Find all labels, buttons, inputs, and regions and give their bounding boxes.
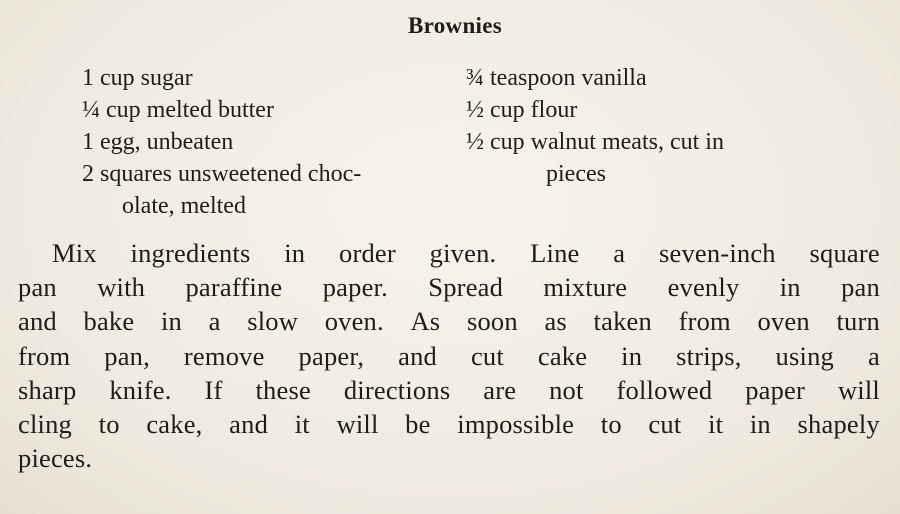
directions-word: will	[837, 374, 880, 405]
directions-word: remove	[183, 340, 265, 371]
ingredient-item: 2 squares unsweetened choc-	[82, 161, 362, 187]
directions-word: paraffine	[185, 272, 283, 303]
recipe-directions	[18, 236, 880, 475]
directions-word: soon	[466, 306, 518, 337]
directions-word: seven-inch	[658, 238, 776, 268]
directions-word: with	[97, 272, 146, 303]
directions-word: shapely	[797, 409, 880, 440]
directions-word: cut	[648, 409, 682, 440]
directions-word: cut	[470, 340, 504, 371]
ingredient-item: ½ cup walnut meats, cut in	[466, 129, 724, 155]
directions-word: in	[284, 238, 306, 268]
directions-word: mixture	[543, 272, 628, 303]
directions-word: to	[600, 409, 622, 440]
directions-word: it	[708, 409, 724, 440]
directions-word: followed	[616, 374, 713, 405]
ingredient-item: 1 egg, unbeaten	[82, 129, 234, 155]
directions-word: slow	[247, 306, 299, 337]
directions-word: paper.	[322, 272, 388, 303]
directions-word: Line	[530, 238, 580, 268]
directions-word: using	[775, 340, 834, 371]
directions-word: paper,	[298, 340, 365, 371]
recipe-title: Brownies	[408, 13, 502, 38]
directions-word: not	[549, 374, 584, 405]
ingredient-item: ¾ teaspoon vanilla	[466, 65, 647, 91]
directions-word: oven	[757, 306, 810, 337]
ingredients-right-column	[466, 62, 886, 190]
ingredient-item: ¼ cup melted butter	[82, 97, 274, 123]
directions-word: directions	[343, 374, 451, 405]
directions-word: strips,	[676, 340, 742, 371]
directions-line	[18, 270, 880, 304]
directions-word: be	[405, 409, 431, 440]
directions-word: and	[398, 340, 437, 371]
ingredient-item: ½ cup flour	[466, 97, 578, 123]
directions-word: knife.	[109, 374, 172, 405]
directions-word: from	[678, 306, 731, 337]
directions-word: in	[160, 306, 182, 337]
directions-word: pan,	[104, 340, 150, 371]
directions-word: and	[18, 306, 57, 337]
directions-word: oven.	[324, 306, 384, 337]
directions-word: order	[339, 238, 396, 268]
directions-word: sharp	[18, 374, 77, 405]
directions-word: from	[18, 340, 71, 371]
directions-line	[18, 407, 880, 441]
directions-word: these	[255, 374, 311, 405]
directions-word: in	[621, 340, 643, 371]
directions-word: evenly	[667, 272, 740, 303]
directions-word: a	[613, 238, 626, 268]
directions-line	[18, 304, 880, 338]
directions-word: pan	[841, 272, 880, 303]
directions-word: square	[809, 238, 880, 268]
directions-word: in	[749, 409, 771, 440]
directions-word: a	[867, 340, 880, 371]
directions-word: turn	[836, 306, 880, 337]
directions-word: taken	[593, 306, 652, 337]
directions-word: in	[779, 272, 801, 303]
directions-word: will	[336, 409, 379, 440]
ingredient-item-continuation: olate, melted	[122, 193, 246, 219]
directions-word: paper	[745, 374, 806, 405]
ingredient-item-continuation: pieces	[546, 161, 606, 187]
directions-word: a	[208, 306, 221, 337]
directions-word: cake,	[146, 409, 203, 440]
directions-word: As	[410, 306, 441, 337]
directions-line	[18, 339, 880, 373]
ingredient-item: 1 cup sugar	[82, 65, 193, 91]
directions-word: Spread	[428, 272, 504, 303]
directions-word: pan	[18, 272, 57, 303]
directions-line	[18, 373, 880, 407]
directions-word: given.	[429, 238, 497, 268]
directions-word: bake	[83, 306, 135, 337]
directions-word: If	[204, 374, 223, 405]
directions-word: impossible	[457, 409, 575, 440]
directions-word: Mix	[52, 238, 97, 268]
directions-line: pieces.	[18, 443, 93, 474]
directions-word: cake	[537, 340, 588, 371]
directions-word: and	[229, 409, 269, 440]
directions-word: it	[294, 409, 310, 440]
directions-word: cling	[18, 409, 72, 440]
directions-word: are	[483, 374, 517, 405]
directions-word: to	[98, 409, 120, 440]
directions-word: as	[544, 306, 567, 337]
ingredients-left-column	[82, 62, 472, 222]
directions-line	[18, 236, 880, 270]
directions-word: ingredients	[130, 238, 251, 268]
